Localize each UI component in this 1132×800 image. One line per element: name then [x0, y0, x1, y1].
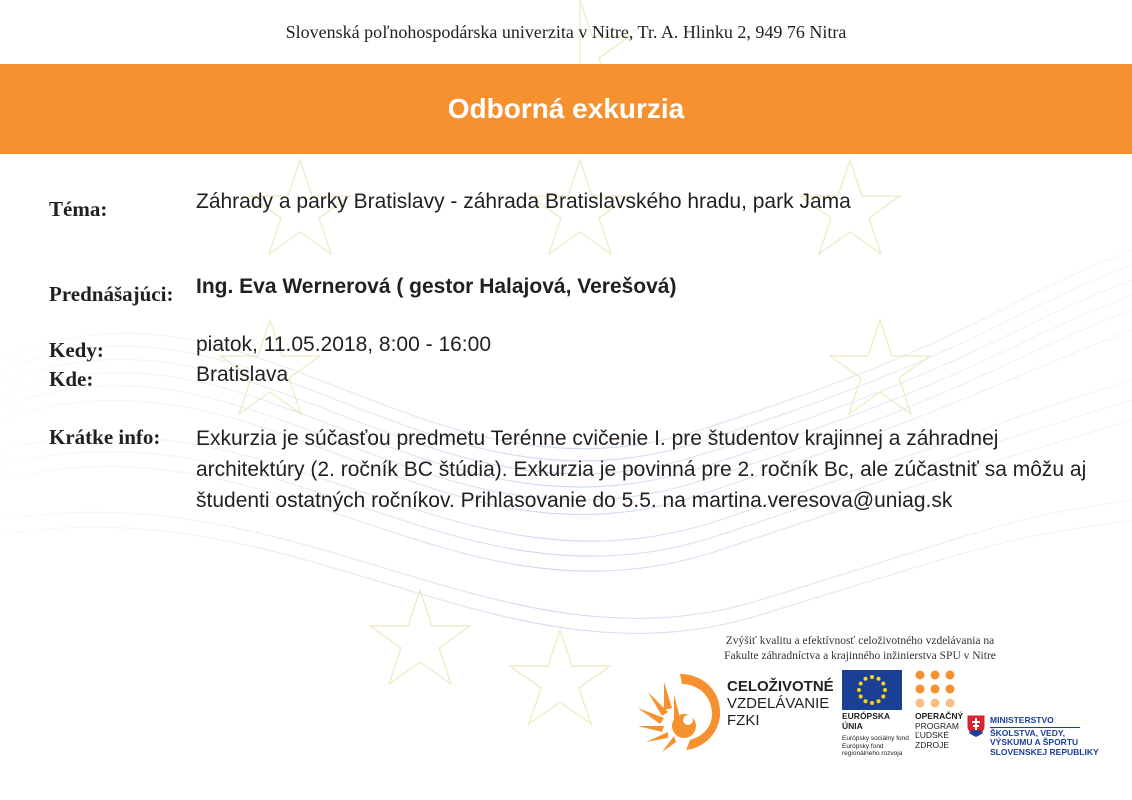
- project-description: [690, 634, 1030, 664]
- eu-fund-3: regionálneho rozvoja: [842, 750, 903, 757]
- eu-flag-icon: [842, 670, 902, 710]
- op-ludske-zdroje-icon: [914, 670, 956, 710]
- eu-text: [842, 712, 912, 758]
- cv-line-1: CELOŽIVOTNÉ: [727, 678, 834, 695]
- ministry-line-3: VÝSKUMU A ŠPORTU: [990, 737, 1079, 747]
- title-banner: [0, 64, 1132, 154]
- prednasajuci-value: Ing. Eva Wernerová ( gestor Halajová, Verešová): [196, 275, 677, 298]
- university-address: Slovenská poľnohospodárska univerzita v Nitre, Tr. A. Hlinku 2, 949 76 Nitra: [285, 22, 847, 42]
- tema-label: Téma:: [49, 197, 108, 221]
- kde-label: Kde:: [49, 367, 94, 391]
- ministry-line-2: ŠKOLSTVA, VEDY,: [990, 727, 1065, 738]
- slovak-coat-of-arms-icon: [966, 714, 986, 738]
- project-line-2: Fakulte záhradníctva a krajinného inžinierstva SPU v Nitre: [724, 650, 996, 662]
- eu-fund-1: Európsky sociálny fond: [842, 735, 909, 742]
- op-line-1: OPERAČNÝ: [915, 711, 964, 721]
- kde-value: Bratislava: [196, 363, 289, 386]
- prednasajuci-label: Prednášajúci:: [49, 282, 174, 306]
- op-line-3: ĽUDSKÉ: [915, 730, 950, 740]
- fzki-logo-icon: [634, 668, 726, 754]
- kedy-label: Kedy:: [49, 338, 104, 362]
- eu-fund-2: Európsky fond: [842, 742, 884, 750]
- page-title: Odborná exkurzia: [447, 93, 685, 124]
- cv-line-3: FZKI: [727, 712, 760, 729]
- op-text: [915, 712, 965, 750]
- ministry-text: [990, 716, 1100, 757]
- ministry-line-4: SLOVENSKEJ REPUBLIKY: [990, 746, 1099, 757]
- op-line-2: PROGRAM: [915, 720, 959, 731]
- tema-value: Záhrady a parky Bratislavy - záhrada Bratislavského hradu, park Jama: [196, 190, 851, 213]
- ministry-line-1: MINISTERSTVO: [990, 715, 1054, 725]
- cv-line-2: VZDELÁVANIE: [727, 695, 830, 712]
- info-label: Krátke info:: [49, 425, 161, 449]
- project-line-1: Zvýšiť kvalitu a efektívnosť celoživotného vzdelávania na: [725, 635, 995, 647]
- op-line-4: ZDROJE: [915, 739, 949, 750]
- kedy-value: piatok, 11.05.2018, 8:00 - 16:00: [196, 333, 492, 356]
- info-value: Exkurzia je súčasťou predmetu Terénne cvičenie I. pre študentov krajinnej a záhradnej architektúry (2. ročník BC štúdia). Exkurzia je povinná pre 2. ročník Bc, ale zúčastniť sa môžu aj študenti ostatných ročníkov. Prihlasovanie do 5.5. na martina.veresova@uniag.sk: [196, 427, 1087, 512]
- eu-label: EURÓPSKA ÚNIA: [842, 711, 890, 731]
- cv-logo-text: [727, 678, 834, 729]
